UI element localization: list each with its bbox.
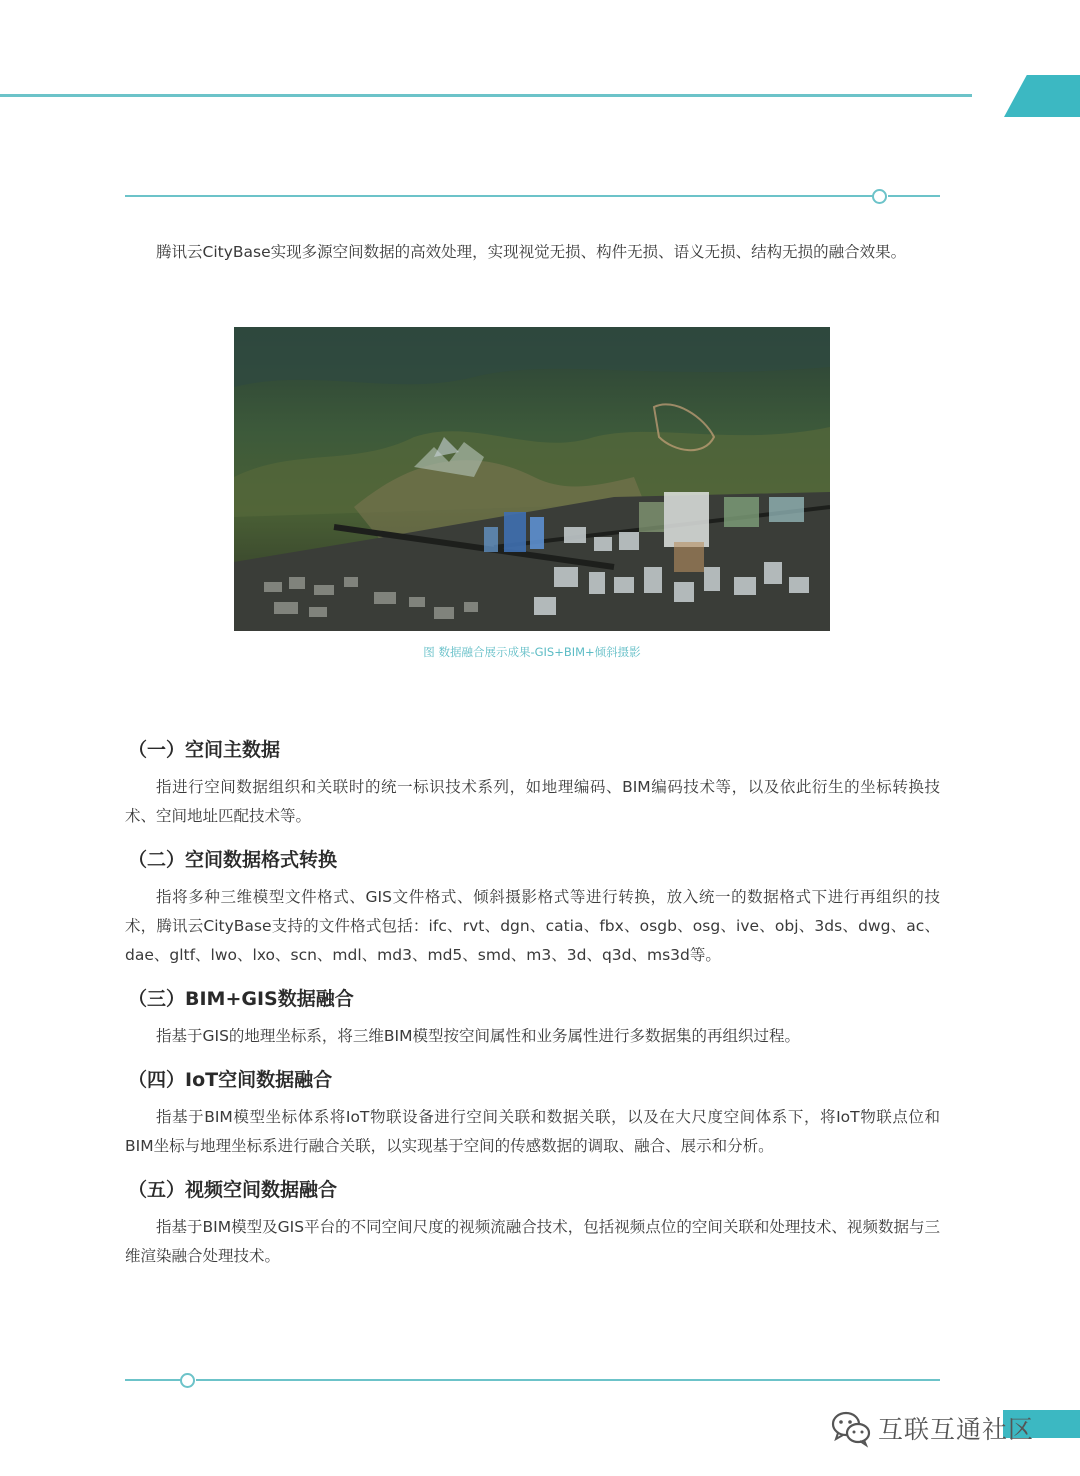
aerial-city-image (234, 327, 830, 631)
footer-divider-circle (180, 1373, 195, 1388)
footer-divider-line (196, 1379, 940, 1381)
header-divider-line-end (888, 195, 940, 197)
footer-divider-line-start (125, 1379, 181, 1381)
section-body: 指基于BIM模型及GIS平台的不同空间尺度的视频流融合技术，包括视频点位的空间关联和处理技术、视频数据与三维渲染融合处理技术。 (125, 1218, 940, 1265)
section-heading: （四）IoT空间数据融合 (128, 1069, 333, 1091)
intro-paragraph: 腾讯云CityBase实现多源空间数据的高效处理，实现视觉无损、构件无损、语义无损、结构无损的融合效果。 (156, 243, 907, 261)
section-heading: （三）BIM+GIS数据融合 (128, 988, 354, 1010)
watermark-text: 互联互通社区 (878, 1415, 1035, 1444)
header-divider-line (125, 195, 873, 197)
top-accent-line (0, 94, 972, 97)
corner-tab (1004, 75, 1080, 117)
section-heading: （一）空间主数据 (128, 739, 281, 761)
header-divider-circle (872, 189, 887, 204)
section-body: 指将多种三维模型文件格式、GIS文件格式、倾斜摄影格式等进行转换，放入统一的数据格式下进行再组织的技术，腾讯云CityBase支持的文件格式包括：ifc、rvt、dgn、catia、fbx、osgb、osg、ive、obj、3ds、dwg、ac、dae、gltf、lwo、lxo、scn、mdl、md3、md5、smd、m3、3d、q3d、ms3d等。 (125, 888, 940, 964)
section-heading: （二）空间数据格式转换 (128, 849, 338, 871)
wechat-icon (830, 1408, 872, 1448)
section-heading: （五）视频空间数据融合 (128, 1179, 338, 1201)
section-body: 指基于GIS的地理坐标系，将三维BIM模型按空间属性和业务属性进行多数据集的再组织过程。 (156, 1027, 801, 1045)
section-body: 指基于BIM模型坐标体系将IoT物联设备进行空间关联和数据关联，以及在大尺度空间体系下，将IoT物联点位和BIM坐标与地理坐标系进行融合关联，以实现基于空间的传感数据的调取、融合、展示和分析。 (125, 1108, 940, 1155)
section-body: 指进行空间数据组织和关联时的统一标识技术系列，如地理编码、BIM编码技术等，以及依此衍生的坐标转换技术、空间地址匹配技术等。 (125, 778, 940, 825)
watermark (830, 1407, 1034, 1449)
figure-caption: 图 数据融合展示成果-GIS+BIM+倾斜摄影 (423, 645, 641, 659)
